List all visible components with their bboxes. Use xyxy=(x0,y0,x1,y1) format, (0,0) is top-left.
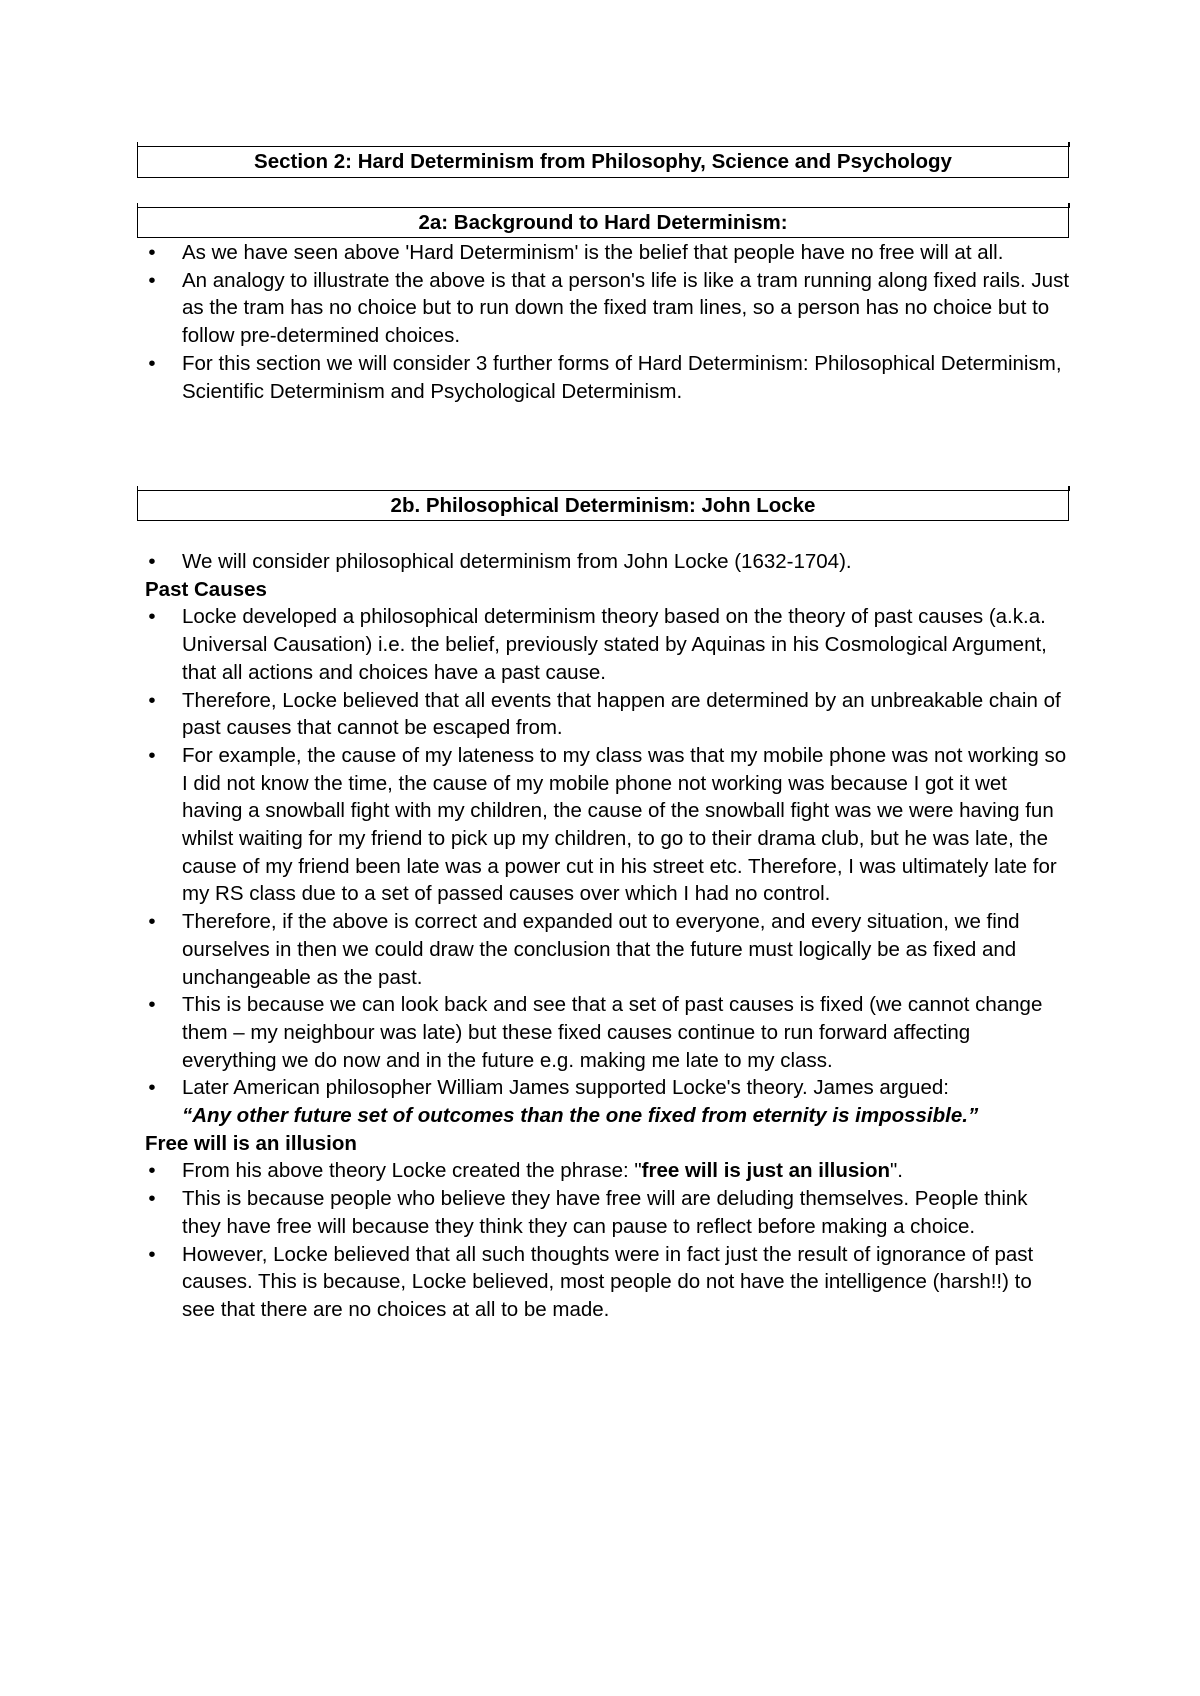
bullet-icon: • xyxy=(148,688,156,712)
bullet-icon: • xyxy=(148,743,156,767)
list-item: • Therefore, if the above is correct and expanded out to everyone, and every situation, we find ourselves in then we could draw the conclusion that the future must logically be as fixed and unchangeable as the past. xyxy=(145,908,1070,991)
section-2b-body xyxy=(145,548,1070,1324)
bullet-icon: • xyxy=(148,993,156,1017)
bullet-icon: • xyxy=(148,351,156,375)
section-2b-intro-list xyxy=(145,548,1070,576)
section-title-box xyxy=(137,146,1069,178)
list-item: • However, Locke believed that all such thoughts were in fact just the result of ignorance of past causes. This is because, Locke believed, most people do not have the intelligence (harsh!!) to see that there are no choices at all to be made. xyxy=(145,1241,1070,1324)
free-will-list xyxy=(145,1157,1070,1323)
bullet-icon: • xyxy=(148,1187,156,1211)
section-2b-heading: 2b. Philosophical Determinism: John Locke xyxy=(390,493,816,517)
bullet-icon: • xyxy=(148,241,156,264)
section-2b-heading-box xyxy=(137,490,1069,521)
list-item: • An analogy to illustrate the above is that a person's life is like a tram running along fixed rails. Just as the tram has no choice but to run down the fixed tram lines, so a person has no choice but to follow pre-determined choices. xyxy=(145,267,1070,350)
list-item: • From his above theory Locke created the phrase: "free will is just an illusion". xyxy=(145,1157,1070,1185)
list-item: • As we have seen above 'Hard Determinism' is the belief that people have no free will at all. xyxy=(145,239,1070,267)
section-2a-body xyxy=(145,239,1070,405)
past-causes-list xyxy=(145,603,1070,1102)
list-item: • For example, the cause of my lateness to my class was that my mobile phone was not working so I did not know the time, the cause of my mobile phone not working was because I got it wet having a snowball fight with my children, the cause of the snowball fight was we were having fun whilst waiting for my friend to pick up my children, to go to their drama club, but he was late, the cause of my friend been late was a power cut in his street etc. Therefore, I was ultimately late for my RS class due to a set of passed causes over which I had no control. xyxy=(145,742,1070,908)
list-item: • We will consider philosophical determinism from John Locke (1632-1704). xyxy=(145,548,1070,576)
james-quote: “Any other future set of outcomes than the one fixed from eternity is impossible.” xyxy=(182,1104,979,1128)
bullet-icon: • xyxy=(148,1242,156,1266)
list-item: • Later American philosopher William James supported Locke's theory. James argued: xyxy=(145,1074,1070,1102)
illusion-phrase: free will is just an illusion xyxy=(641,1159,891,1183)
section-2a-list xyxy=(145,239,1070,405)
section-2a-heading-box xyxy=(137,207,1069,238)
bullet-icon: • xyxy=(148,268,156,292)
bullet-icon: • xyxy=(148,605,156,629)
section-2a-heading: 2a: Background to Hard Determinism: xyxy=(418,210,788,234)
bullet-icon: • xyxy=(148,1159,156,1183)
free-will-heading: Free will is an illusion xyxy=(145,1131,357,1155)
past-causes-heading: Past Causes xyxy=(145,577,267,601)
list-item: • Therefore, Locke believed that all events that happen are determined by an unbreakable chain of past causes that cannot be escaped from. xyxy=(145,687,1070,742)
bullet-icon: • xyxy=(148,550,156,573)
bullet-icon: • xyxy=(148,1076,156,1100)
list-item: • Locke developed a philosophical determinism theory based on the theory of past causes (a.k.a. Universal Causation) i.e. the belief, previously stated by Aquinas in his Cosmological Argument, that all actions and choices have a past cause. xyxy=(145,603,1070,686)
bullet-icon: • xyxy=(148,910,156,934)
list-item: • This is because people who believe they have free will are deluding themselves. People think they have free will because they think they can pause to reflect before making a choice. xyxy=(145,1185,1070,1240)
list-item: • For this section we will consider 3 further forms of Hard Determinism: Philosophical Determinism, Scientific Determinism and Psychological Determinism. xyxy=(145,350,1070,405)
section-title: Section 2: Hard Determinism from Philosophy, Science and Psychology xyxy=(254,150,952,173)
list-item: • This is because we can look back and see that a set of past causes is fixed (we cannot change them – my neighbour was late) but these fixed causes continue to run forward affecting everything we do now and in the future e.g. making me late to my class. xyxy=(145,991,1070,1074)
